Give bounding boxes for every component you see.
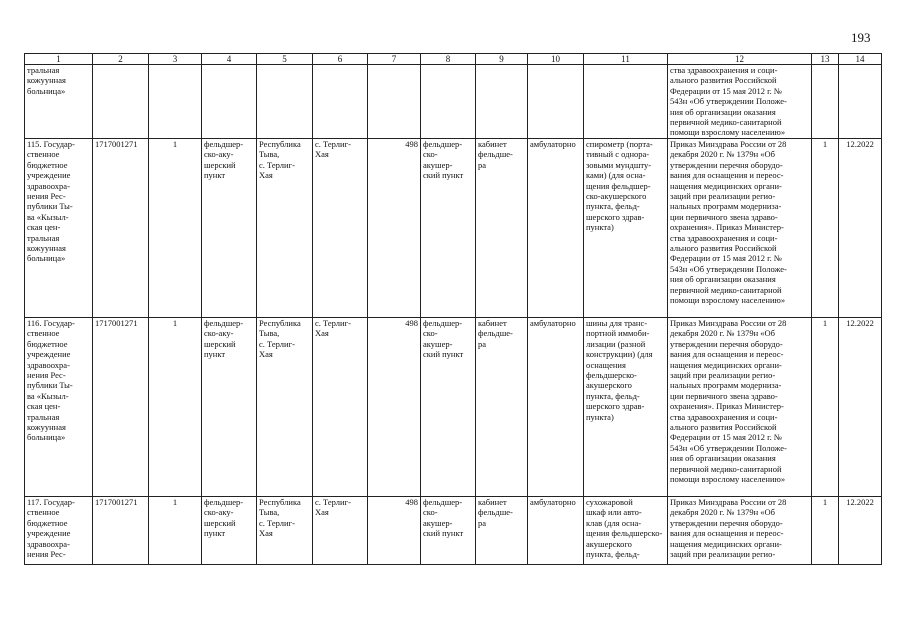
text-line: пункта, фельд-	[586, 549, 640, 560]
text-line: фельдшер-	[204, 318, 244, 328]
cell-quantity-index	[149, 65, 202, 139]
text-line: Хая	[259, 349, 273, 360]
column-number: 7	[368, 54, 421, 65]
column-number: 5	[257, 54, 313, 65]
text-line: ский пункт	[423, 170, 464, 181]
cell-unit-type	[202, 139, 257, 318]
text-line: 115. Государ-	[27, 139, 75, 149]
cell-subdivision	[421, 139, 476, 318]
text-line: ский пункт	[423, 528, 464, 539]
text-line: Хая	[315, 507, 329, 518]
text-line: Республика	[259, 497, 301, 507]
cell-equipment	[584, 139, 668, 318]
cell-room	[476, 65, 528, 139]
text-line: Тыва,	[259, 328, 280, 339]
cell-unit-type	[202, 318, 257, 497]
text-line: с. Терлиг-	[259, 159, 295, 170]
cell-date: 12.2022	[839, 139, 882, 318]
text-line: 543н «Об утверждении Положе-	[670, 442, 787, 453]
column-number: 12	[668, 54, 812, 65]
text-line: кожуунная	[27, 422, 66, 433]
column-number: 9	[476, 54, 528, 65]
text-line: Хая	[315, 149, 329, 160]
text-line: кожуунная	[27, 75, 66, 86]
text-line: Хая	[315, 328, 329, 339]
text-line: с. Терлиг-	[315, 497, 351, 507]
text-line: ального развития Российской	[670, 75, 777, 86]
text-line: шины для транс-	[586, 318, 648, 328]
cell-settlement	[313, 318, 368, 497]
cell-quantity-index: 1	[149, 497, 202, 565]
text-line: спирометр (порта-	[586, 139, 653, 149]
text-line: 543н «Об утверждении Положе-	[670, 96, 787, 107]
text-line: фельдшер-	[204, 139, 244, 149]
text-line: 543н «Об утверждении Положе-	[670, 263, 787, 274]
text-line: ния об организации оказания	[670, 274, 776, 285]
table-row	[25, 318, 882, 497]
cell-subdivision	[421, 318, 476, 497]
cell-settlement	[313, 497, 368, 565]
cell-subdivision	[421, 65, 476, 139]
cell-population	[368, 65, 421, 139]
text-line: декабря 2020 г. № 1379н «Об	[670, 328, 776, 339]
text-line: фельдшерско-	[586, 370, 637, 381]
text-line: Тыва,	[259, 507, 280, 518]
text-line: больница»	[27, 432, 66, 443]
text-line: учреждение	[27, 170, 71, 181]
column-number: 11	[584, 54, 668, 65]
text-line: 116. Государ-	[27, 318, 75, 328]
text-line: ский пункт	[423, 349, 464, 360]
text-line: ства здравоохранения и соци-	[670, 411, 778, 422]
cell-room	[476, 318, 528, 497]
text-line: утверждении перечня оборудо-	[670, 159, 783, 170]
text-line: ско-аку-	[204, 328, 234, 339]
text-line: больница»	[27, 85, 66, 96]
text-line: акушер-	[423, 159, 453, 170]
text-line: бюджетное	[27, 517, 68, 528]
text-line: 117. Государ-	[27, 497, 75, 507]
text-line: фельдше-	[478, 507, 513, 518]
text-line: акушерского	[586, 380, 632, 391]
text-line: ального развития Российской	[670, 243, 777, 254]
text-line: шерский	[204, 338, 236, 349]
text-line: заций при реализации регио-	[670, 370, 776, 381]
text-line: шерский	[204, 159, 236, 170]
text-line: щения фельдшерско-	[586, 528, 663, 539]
table-row	[25, 497, 882, 565]
text-line: первичной медико-санитарной	[670, 463, 782, 474]
cell-legal-basis	[668, 139, 812, 318]
text-line: Федерации от 15 мая 2012 г. №	[670, 85, 783, 96]
text-line: шерского здрав-	[586, 211, 645, 222]
text-line: охранения». Приказ Министер-	[670, 401, 784, 412]
column-number: 13	[812, 54, 839, 65]
text-line: больница»	[27, 253, 66, 264]
text-line: ра	[478, 159, 487, 170]
text-line: с. Терлиг-	[259, 517, 295, 528]
text-line: нащения медицинских органи-	[670, 538, 782, 549]
cell-quantity-index: 1	[149, 139, 202, 318]
cell-quantity-index: 1	[149, 318, 202, 497]
text-line: фельдше-	[478, 149, 513, 160]
text-line: пункт	[204, 349, 226, 360]
text-line: нения Рес-	[27, 549, 66, 560]
text-line: Хая	[259, 170, 273, 181]
text-line: кабинет	[478, 497, 507, 507]
text-line: с. Терлиг-	[315, 318, 351, 328]
text-line: вания для оснащения и переос-	[670, 170, 784, 181]
cell-organization	[25, 65, 93, 139]
column-number: 1	[25, 54, 93, 65]
column-number: 14	[839, 54, 882, 65]
cell-legal-basis	[668, 497, 812, 565]
text-line: ва «Кызыл-	[27, 211, 69, 222]
text-line: фельдшер-	[204, 497, 244, 507]
text-line: с. Терлиг-	[259, 338, 295, 349]
text-line: ско-аку-	[204, 149, 234, 160]
text-line: ального развития Российской	[670, 422, 777, 433]
text-line: нальных программ модерниза-	[670, 201, 782, 212]
column-number: 10	[528, 54, 584, 65]
cell-subdivision	[421, 497, 476, 565]
cell-address	[257, 318, 313, 497]
text-line: тральная	[27, 65, 60, 75]
text-line: ва «Кызыл-	[27, 390, 69, 401]
text-line: вания для оснащения и переос-	[670, 528, 784, 539]
cell-equipment	[584, 65, 668, 139]
text-line: Приказ Минздрава России от 28	[670, 497, 787, 507]
text-line: заций при реализации регио-	[670, 549, 776, 560]
cell-care-type	[528, 65, 584, 139]
text-line: шерского здрав-	[586, 401, 645, 412]
text-line: ско-	[423, 507, 438, 518]
text-line: фельдшер-	[423, 318, 463, 328]
cell-organization	[25, 318, 93, 497]
text-line: Федерации от 15 мая 2012 г. №	[670, 253, 783, 264]
text-line: учреждение	[27, 528, 71, 539]
text-line: пункта, фельд-	[586, 390, 640, 401]
text-line: учреждение	[27, 349, 71, 360]
text-line: ции первичного звена здраво-	[670, 211, 778, 222]
text-line: фельдшер-	[423, 139, 463, 149]
text-line: ская цен-	[27, 401, 61, 412]
text-line: лизации (разной	[586, 338, 646, 349]
cell-population: 498	[368, 497, 421, 565]
text-line: помощи взрослому населению»	[670, 127, 786, 138]
cell-date	[839, 65, 882, 139]
text-line: портной иммоби-	[586, 328, 650, 339]
text-line: Хая	[259, 528, 273, 539]
cell-code: 1717001271	[93, 318, 149, 497]
text-line: пункта)	[586, 222, 614, 233]
text-line: Федерации от 15 мая 2012 г. №	[670, 432, 783, 443]
text-line: ско-	[423, 149, 438, 160]
text-line: ственное	[27, 328, 60, 339]
cell-organization	[25, 497, 93, 565]
text-line: пункта, фельд-	[586, 201, 640, 212]
text-line: ственное	[27, 507, 60, 518]
text-line: Республика	[259, 318, 301, 328]
text-line: акушер-	[423, 338, 453, 349]
text-line: нальных программ модерниза-	[670, 380, 782, 391]
cell-code: 1717001271	[93, 497, 149, 565]
cell-legal-basis	[668, 65, 812, 139]
cell-address	[257, 139, 313, 318]
cell-address	[257, 65, 313, 139]
cell-room	[476, 139, 528, 318]
text-line: ско-	[423, 328, 438, 339]
text-line: кожуунная	[27, 243, 66, 254]
cell-date: 12.2022	[839, 497, 882, 565]
text-line: здравоохра-	[27, 359, 70, 370]
cell-room	[476, 497, 528, 565]
text-line: конструкции) (для	[586, 349, 653, 360]
cell-settlement	[313, 139, 368, 318]
text-line: здравоохра-	[27, 538, 70, 549]
text-line: акушер-	[423, 517, 453, 528]
text-line: здравоохра-	[27, 180, 70, 191]
text-line: Республика	[259, 139, 301, 149]
cell-care-type: амбулаторно	[528, 497, 584, 565]
cell-population: 498	[368, 318, 421, 497]
cell-amount: 1	[812, 139, 839, 318]
text-line: ния об организации оказания	[670, 106, 776, 117]
cell-unit-type	[202, 65, 257, 139]
text-line: пункта)	[586, 411, 614, 422]
text-line: кабинет	[478, 318, 507, 328]
cell-settlement	[313, 65, 368, 139]
table-row	[25, 65, 882, 139]
text-line: помощи взрослому населению»	[670, 474, 786, 485]
text-line: тральная	[27, 232, 60, 243]
cell-care-type: амбулаторно	[528, 318, 584, 497]
text-line: первичной медико-санитарной	[670, 117, 782, 128]
text-line: помощи взрослому населению»	[670, 295, 786, 306]
text-line: ния об организации оказания	[670, 453, 776, 464]
text-line: пункт	[204, 528, 226, 539]
cell-amount: 1	[812, 318, 839, 497]
column-number: 2	[93, 54, 149, 65]
text-line: фельдше-	[478, 328, 513, 339]
text-line: ско-аку-	[204, 507, 234, 518]
text-line: тивный с однора-	[586, 149, 650, 160]
column-number: 6	[313, 54, 368, 65]
column-number: 4	[202, 54, 257, 65]
text-line: ства здравоохранения и соци-	[670, 65, 778, 75]
text-line: щения фельдшер-	[586, 180, 651, 191]
text-line: утверждении перечня оборудо-	[670, 338, 783, 349]
cell-date: 12.2022	[839, 318, 882, 497]
cell-population: 498	[368, 139, 421, 318]
text-line: фельдшер-	[423, 497, 463, 507]
text-line: шерский	[204, 517, 236, 528]
cell-address	[257, 497, 313, 565]
text-line: нения Рес-	[27, 191, 66, 202]
text-line: ства здравоохранения и соци-	[670, 232, 778, 243]
column-number: 3	[149, 54, 202, 65]
table-row	[25, 139, 882, 318]
text-line: кабинет	[478, 139, 507, 149]
text-line: шкаф или авто-	[586, 507, 642, 518]
cell-legal-basis	[668, 318, 812, 497]
text-line: Тыва,	[259, 149, 280, 160]
text-line: публики Ты-	[27, 380, 73, 391]
cell-amount	[812, 65, 839, 139]
text-line: пункт	[204, 170, 226, 181]
column-number: 8	[421, 54, 476, 65]
cell-code	[93, 65, 149, 139]
text-line: нения Рес-	[27, 370, 66, 381]
text-line: ра	[478, 338, 487, 349]
text-line: бюджетное	[27, 338, 68, 349]
column-number-row	[25, 54, 882, 65]
text-line: бюджетное	[27, 159, 68, 170]
text-line: первичной медико-санитарной	[670, 284, 782, 295]
text-line: акушерского	[586, 538, 632, 549]
text-line: тральная	[27, 411, 60, 422]
text-line: с. Терлиг-	[315, 139, 351, 149]
text-line: ственное	[27, 149, 60, 160]
text-line: ская цен-	[27, 222, 61, 233]
text-line: декабря 2020 г. № 1379н «Об	[670, 507, 776, 518]
text-line: утверждении перечня оборудо-	[670, 517, 783, 528]
text-line: публики Ты-	[27, 201, 73, 212]
cell-equipment	[584, 497, 668, 565]
cell-organization	[25, 139, 93, 318]
page-number: 193	[851, 30, 871, 45]
cell-unit-type	[202, 497, 257, 565]
text-line: Приказ Минздрава России от 28	[670, 318, 787, 328]
text-line: заций при реализации регио-	[670, 191, 776, 202]
text-line: вания для оснащения и переос-	[670, 349, 784, 360]
text-line: декабря 2020 г. № 1379н «Об	[670, 149, 776, 160]
cell-equipment	[584, 318, 668, 497]
text-line: ками) (для осна-	[586, 170, 646, 181]
cell-amount: 1	[812, 497, 839, 565]
text-line: ра	[478, 517, 487, 528]
text-line: нащения медицинских органи-	[670, 359, 782, 370]
text-line: зовыми мундшту-	[586, 159, 652, 170]
text-line: нащения медицинских органи-	[670, 180, 782, 191]
text-line: ско-акушерского	[586, 191, 647, 202]
text-line: охранения». Приказ Министер-	[670, 222, 784, 233]
text-line: оснащения	[586, 359, 626, 370]
text-line: сухожаровой	[586, 497, 633, 507]
text-line: ции первичного звена здраво-	[670, 390, 778, 401]
cell-care-type: амбулаторно	[528, 139, 584, 318]
cell-code: 1717001271	[93, 139, 149, 318]
equipment-table	[24, 53, 882, 565]
text-line: Приказ Минздрава России от 28	[670, 139, 787, 149]
text-line: клав (для осна-	[586, 517, 642, 528]
